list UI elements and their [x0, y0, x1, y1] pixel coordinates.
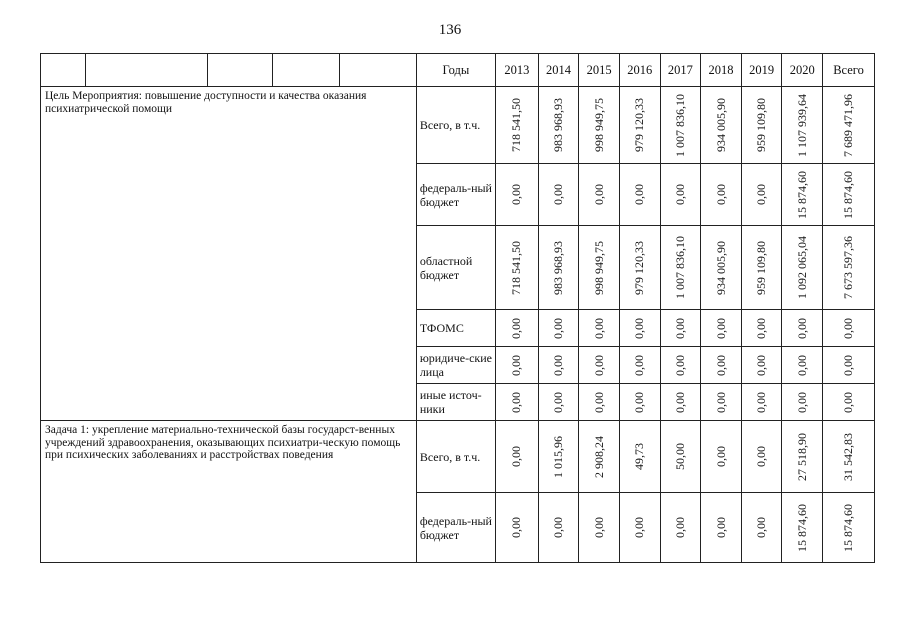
year-value-cell — [741, 421, 782, 493]
year-value: 0,00 — [754, 184, 769, 205]
total-value-cell — [823, 164, 875, 226]
header-row — [41, 54, 875, 87]
year-value: 0,00 — [591, 391, 606, 413]
header-blank-cell — [85, 54, 207, 87]
year-value-cell — [496, 421, 539, 493]
year-value: 2 908,24 — [591, 435, 606, 478]
year-value-cell — [701, 384, 742, 421]
year-value: 0,00 — [632, 517, 647, 538]
year-value: 983 968,93 — [551, 240, 566, 295]
total-value-cell — [823, 310, 875, 347]
funding-source-label: федераль-ный бюджет — [416, 493, 495, 563]
year-header: 2017 — [660, 54, 701, 87]
year-header: 2016 — [619, 54, 660, 87]
year-value-cell — [579, 347, 620, 384]
year-value: 50,00 — [672, 443, 687, 470]
year-value-cell — [782, 493, 823, 563]
year-value-cell — [579, 226, 620, 310]
total-value-cell — [823, 347, 875, 384]
year-value: 0,00 — [713, 517, 728, 538]
year-value: 0,00 — [672, 517, 687, 538]
year-value: 0,00 — [551, 517, 566, 538]
header-blank-cell — [272, 54, 339, 87]
total-value: 0,00 — [841, 354, 856, 376]
year-header: 2020 — [782, 54, 823, 87]
year-value-cell — [579, 493, 620, 563]
year-value: 0,00 — [591, 517, 606, 538]
year-value: 0,00 — [591, 184, 606, 205]
year-value-cell — [619, 310, 660, 347]
total-value-cell — [823, 226, 875, 310]
year-value-cell — [660, 493, 701, 563]
year-value-cell — [496, 493, 539, 563]
year-value: 979 120,33 — [632, 240, 647, 295]
year-value-cell — [741, 87, 782, 164]
total-value-cell — [823, 384, 875, 421]
total-value: 15 874,60 — [841, 170, 856, 219]
year-value: 0,00 — [754, 517, 769, 538]
year-value: 0,00 — [551, 184, 566, 205]
year-header: 2019 — [741, 54, 782, 87]
year-value-cell — [701, 421, 742, 493]
funding-source-label: Всего, в т.ч. — [416, 87, 495, 164]
total-value-cell — [823, 87, 875, 164]
year-value: 0,00 — [632, 184, 647, 205]
year-value: 0,00 — [713, 354, 728, 376]
goal-description: Цель Мероприятия: повышение доступности и качества оказания психиатрической помощи — [41, 87, 417, 421]
year-value: 0,00 — [509, 446, 524, 467]
year-value: 0,00 — [632, 317, 647, 339]
year-value: 934 005,90 — [713, 98, 728, 152]
year-value: 1 092 065,04 — [794, 236, 809, 299]
year-value-cell — [782, 226, 823, 310]
year-value-cell — [660, 87, 701, 164]
budget-table — [40, 53, 875, 563]
year-value-cell — [701, 226, 742, 310]
year-value: 0,00 — [713, 184, 728, 205]
funding-source-label: областной бюджет — [416, 226, 495, 310]
year-value-cell — [782, 384, 823, 421]
year-value-cell — [619, 347, 660, 384]
year-value-cell — [619, 164, 660, 226]
year-value-cell — [701, 493, 742, 563]
year-header: 2015 — [579, 54, 620, 87]
year-value: 959 109,80 — [754, 240, 769, 295]
year-value-cell — [579, 164, 620, 226]
year-header: 2013 — [496, 54, 539, 87]
year-value: 0,00 — [754, 317, 769, 339]
total-value: 0,00 — [841, 391, 856, 413]
year-value-cell — [701, 87, 742, 164]
year-value: 0,00 — [794, 317, 809, 339]
year-value: 998 949,75 — [591, 98, 606, 152]
year-value: 0,00 — [509, 517, 524, 538]
funding-source-label: иные источ-ники — [416, 384, 495, 421]
year-value-cell — [619, 421, 660, 493]
year-value-cell — [496, 164, 539, 226]
year-value: 49,73 — [632, 443, 647, 470]
task-description: Задача 1: укрепление материально-технической базы государст-венных учреждений здравоохранения, оказывающих психиатри-ческую помощь при психических заболеваниях и расстройствах поведения — [41, 421, 417, 563]
year-value-cell — [619, 384, 660, 421]
year-value: 0,00 — [509, 317, 524, 339]
years-header: Годы — [416, 54, 495, 87]
year-value-cell — [579, 421, 620, 493]
year-value: 0,00 — [591, 354, 606, 376]
year-value: 1 007 836,10 — [672, 93, 687, 157]
header-blank-cell — [339, 54, 416, 87]
year-value-cell — [619, 87, 660, 164]
year-value: 15 874,60 — [794, 170, 809, 219]
page-number: 136 — [438, 22, 462, 38]
year-header: 2014 — [538, 54, 579, 87]
table-row — [41, 87, 875, 164]
year-value-cell — [741, 310, 782, 347]
year-value-cell — [660, 384, 701, 421]
year-value-cell — [579, 310, 620, 347]
year-value: 0,00 — [672, 354, 687, 376]
year-value-cell — [538, 384, 579, 421]
table-row — [41, 421, 875, 493]
year-value-cell — [701, 310, 742, 347]
year-value: 1 015,96 — [551, 435, 566, 478]
year-value-cell — [660, 310, 701, 347]
year-value-cell — [741, 164, 782, 226]
year-value-cell — [496, 310, 539, 347]
year-value-cell — [538, 164, 579, 226]
year-value-cell — [579, 384, 620, 421]
year-value: 0,00 — [672, 391, 687, 413]
funding-source-label: юридиче-ские лица — [416, 347, 495, 384]
year-value: 1 007 836,10 — [672, 236, 687, 299]
year-value-cell — [660, 226, 701, 310]
year-value: 979 120,33 — [632, 98, 647, 152]
year-value-cell — [660, 347, 701, 384]
year-value-cell — [782, 421, 823, 493]
total-value: 15 874,60 — [841, 503, 856, 552]
year-value-cell — [782, 87, 823, 164]
year-value: 718 541,50 — [509, 240, 524, 295]
year-value-cell — [782, 310, 823, 347]
year-value: 0,00 — [713, 317, 728, 339]
year-value-cell — [496, 87, 539, 164]
year-value: 934 005,90 — [713, 240, 728, 295]
funding-source-label: ТФОМС — [416, 310, 495, 347]
year-value-cell — [782, 164, 823, 226]
year-value: 0,00 — [713, 446, 728, 467]
year-value: 0,00 — [509, 354, 524, 376]
year-value-cell — [538, 226, 579, 310]
year-value-cell — [741, 347, 782, 384]
funding-source-label: федераль-ный бюджет — [416, 164, 495, 226]
year-value: 983 968,93 — [551, 98, 566, 152]
year-value: 0,00 — [551, 354, 566, 376]
year-value-cell — [619, 226, 660, 310]
year-value: 959 109,80 — [754, 98, 769, 152]
year-value: 998 949,75 — [591, 240, 606, 295]
total-header: Всего — [823, 54, 875, 87]
year-value: 0,00 — [632, 354, 647, 376]
year-value-cell — [538, 421, 579, 493]
year-value-cell — [496, 226, 539, 310]
funding-source-label: Всего, в т.ч. — [416, 421, 495, 493]
year-value-cell — [701, 347, 742, 384]
year-value: 27 518,90 — [794, 432, 809, 481]
year-value-cell — [619, 493, 660, 563]
year-value: 0,00 — [509, 391, 524, 413]
year-value-cell — [538, 493, 579, 563]
year-value-cell — [660, 421, 701, 493]
total-value: 31 542,83 — [841, 432, 856, 481]
year-value: 0,00 — [509, 184, 524, 205]
year-value: 0,00 — [551, 317, 566, 339]
year-value: 0,00 — [713, 391, 728, 413]
year-value: 0,00 — [551, 391, 566, 413]
year-value: 0,00 — [794, 354, 809, 376]
year-value-cell — [701, 164, 742, 226]
year-value-cell — [496, 384, 539, 421]
year-value: 0,00 — [672, 317, 687, 339]
total-value: 7 689 471,96 — [841, 93, 856, 157]
total-value: 0,00 — [841, 317, 856, 339]
year-value: 1 107 939,64 — [794, 93, 809, 157]
total-value-cell — [823, 421, 875, 493]
year-value-cell — [741, 384, 782, 421]
year-value: 718 541,50 — [509, 98, 524, 152]
total-value: 7 673 597,36 — [841, 236, 856, 299]
year-value: 15 874,60 — [794, 503, 809, 552]
year-value: 0,00 — [632, 391, 647, 413]
year-value-cell — [741, 493, 782, 563]
total-value-cell — [823, 493, 875, 563]
header-blank-cell — [41, 54, 86, 87]
year-value: 0,00 — [754, 446, 769, 467]
year-value-cell — [538, 347, 579, 384]
year-header: 2018 — [701, 54, 742, 87]
year-value: 0,00 — [754, 354, 769, 376]
year-value: 0,00 — [591, 317, 606, 339]
year-value: 0,00 — [794, 391, 809, 413]
header-blank-cell — [207, 54, 272, 87]
year-value-cell — [538, 87, 579, 164]
year-value: 0,00 — [672, 184, 687, 205]
year-value-cell — [579, 87, 620, 164]
year-value: 0,00 — [754, 391, 769, 413]
year-value-cell — [660, 164, 701, 226]
year-value-cell — [496, 347, 539, 384]
year-value-cell — [782, 347, 823, 384]
year-value-cell — [538, 310, 579, 347]
year-value-cell — [741, 226, 782, 310]
